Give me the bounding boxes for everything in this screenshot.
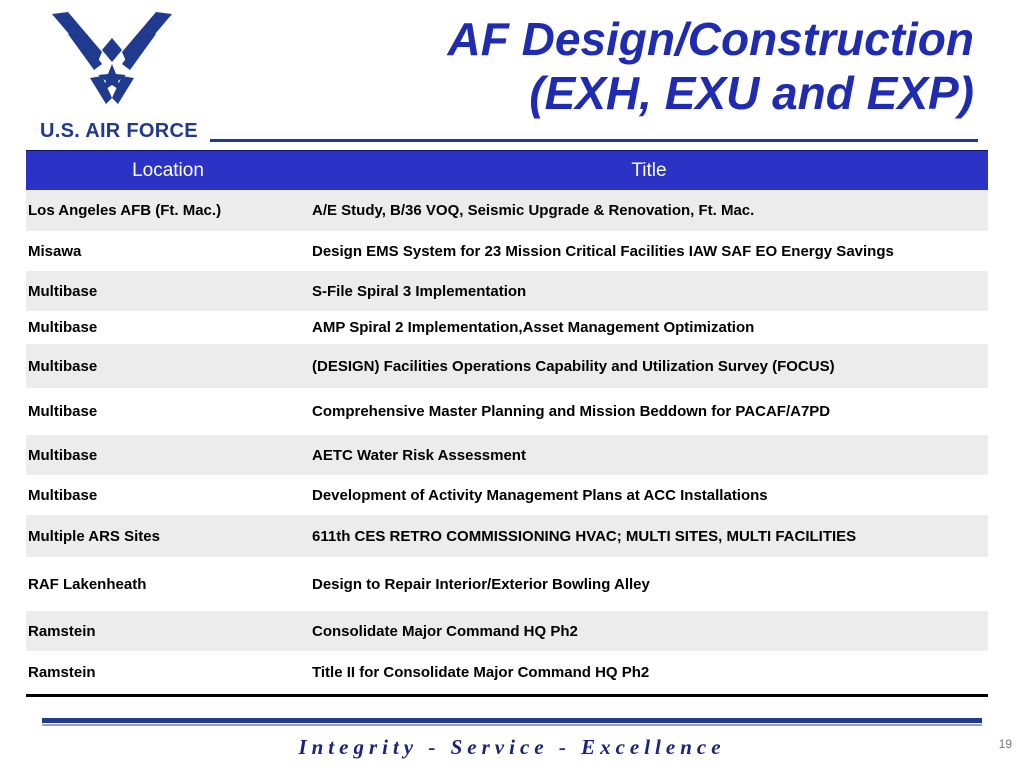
cell-location: Multibase: [26, 435, 310, 475]
page-title: [334, 12, 974, 120]
table-row: [26, 435, 988, 475]
footer-divider: [42, 718, 982, 723]
table-row: [26, 311, 988, 344]
air-force-wings-icon: [50, 8, 174, 108]
projects-table: [26, 150, 988, 697]
cell-location: Los Angeles AFB (Ft. Mac.): [26, 190, 310, 231]
table-row: [26, 475, 988, 515]
cell-location: Multibase: [28, 486, 98, 504]
cell-location: Multibase: [28, 403, 98, 420]
footer-divider-thin: [42, 724, 982, 726]
title-divider: [210, 139, 978, 142]
title-line-1: AF Design/Construction: [447, 13, 974, 65]
table-row: [26, 271, 988, 311]
cell-title: Comprehensive Master Planning and Mission Beddown for PACAF/A7PD: [312, 403, 831, 420]
cell-location: Ramstein: [26, 651, 310, 695]
motto: Integrity - Service - Excellence: [298, 735, 726, 759]
cell-title: Design EMS System for 23 Mission Critical Facilities IAW SAF EO Energy Savings: [312, 242, 894, 260]
cell-location: Multibase: [26, 344, 310, 388]
table-header-row: [26, 151, 988, 191]
header-location: Location: [26, 151, 310, 191]
table-row: [26, 344, 988, 388]
cell-location: Multibase: [28, 319, 98, 336]
header-title: Title: [310, 151, 988, 191]
air-force-logo: [30, 8, 200, 142]
cell-location: Multiple ARS Sites: [26, 515, 310, 557]
title-line-2: (EXH, EXU and EXP): [529, 67, 974, 119]
table-row: [26, 651, 988, 695]
cell-title: 611th CES RETRO COMMISSIONING HVAC; MULTI SITES, MULTI FACILITIES: [310, 515, 988, 557]
table-row: [26, 231, 988, 271]
cell-title: Title II for Consolidate Major Command HQ Ph2: [310, 651, 988, 695]
cell-title: Development of Activity Management Plans at ACC Installations: [312, 486, 768, 504]
cell-title: AMP Spiral 2 Implementation,Asset Management Optimization: [312, 319, 755, 336]
cell-location: Multibase: [26, 271, 310, 311]
cell-location: Ramstein: [26, 611, 310, 651]
table-row: [26, 388, 988, 435]
table-row: [26, 190, 988, 231]
cell-title: A/E Study, B/36 VOQ, Seismic Upgrade & Renovation, Ft. Mac.: [310, 190, 988, 231]
cell-location: Misawa: [28, 242, 82, 260]
table-row: [26, 515, 988, 557]
page-number: 19: [998, 737, 1012, 751]
cell-title: S-File Spiral 3 Implementation: [310, 271, 988, 311]
table-row: [26, 557, 988, 611]
cell-location: RAF Lakenheath: [28, 575, 147, 593]
cell-title: Consolidate Major Command HQ Ph2: [310, 611, 988, 651]
cell-title: AETC Water Risk Assessment: [310, 435, 988, 475]
logo-wordmark: U.S. AIR FORCE: [40, 120, 198, 142]
table-row: [26, 611, 988, 651]
cell-title: Design to Repair Interior/Exterior Bowling Alley: [312, 575, 650, 593]
cell-title: (DESIGN) Facilities Operations Capability and Utilization Survey (FOCUS): [310, 344, 988, 388]
